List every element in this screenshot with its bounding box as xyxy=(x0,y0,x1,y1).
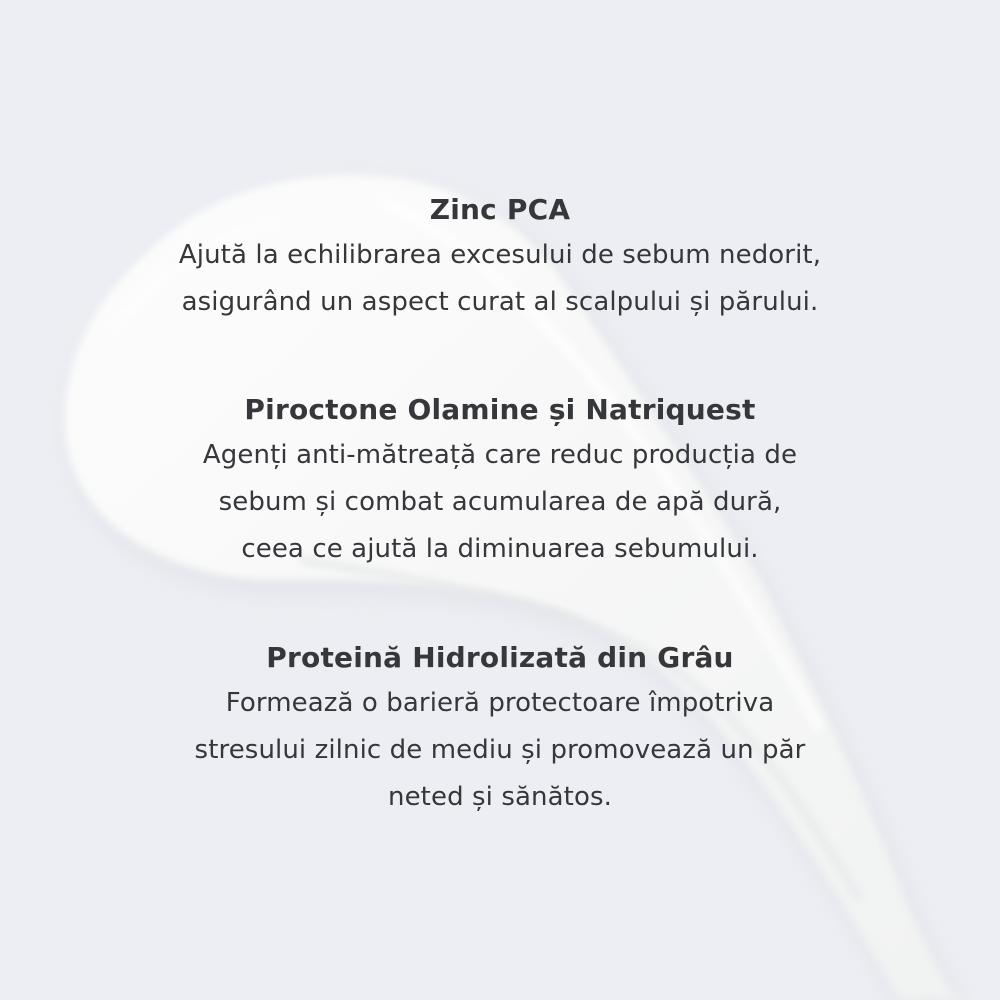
description-line: asigurând un aspect curat al scalpului și părului. xyxy=(181,287,819,317)
ingredient-description xyxy=(60,432,940,573)
ingredient-block-zinc-pca xyxy=(60,188,940,326)
ingredient-title: Proteină Hidrolizată din Grâu xyxy=(266,641,734,674)
description-line: Agenți anti-mătreață care reduc producția de xyxy=(202,440,798,470)
description-line: stresului zilnic de mediu și promovează un păr xyxy=(194,735,806,765)
description-line: Formează o barieră protectoare împotriva xyxy=(225,688,775,718)
description-line: sebum și combat acumularea de apă dură, xyxy=(218,487,782,517)
ingredient-title: Piroctone Olamine și Natriquest xyxy=(244,393,756,426)
description-line: neted și sănătos. xyxy=(388,782,612,812)
description-line: ceea ce ajută la diminuarea sebumului. xyxy=(241,534,759,564)
description-line: Ajută la echilibrarea excesului de sebum nedorit, xyxy=(178,240,822,270)
ingredient-title: Zinc PCA xyxy=(429,193,571,226)
ingredient-block-piroctone-olamine xyxy=(60,388,940,573)
ingredient-description xyxy=(60,680,940,821)
ingredient-description xyxy=(60,232,940,326)
ingredient-block-hydrolyzed-wheat-protein xyxy=(60,636,940,821)
